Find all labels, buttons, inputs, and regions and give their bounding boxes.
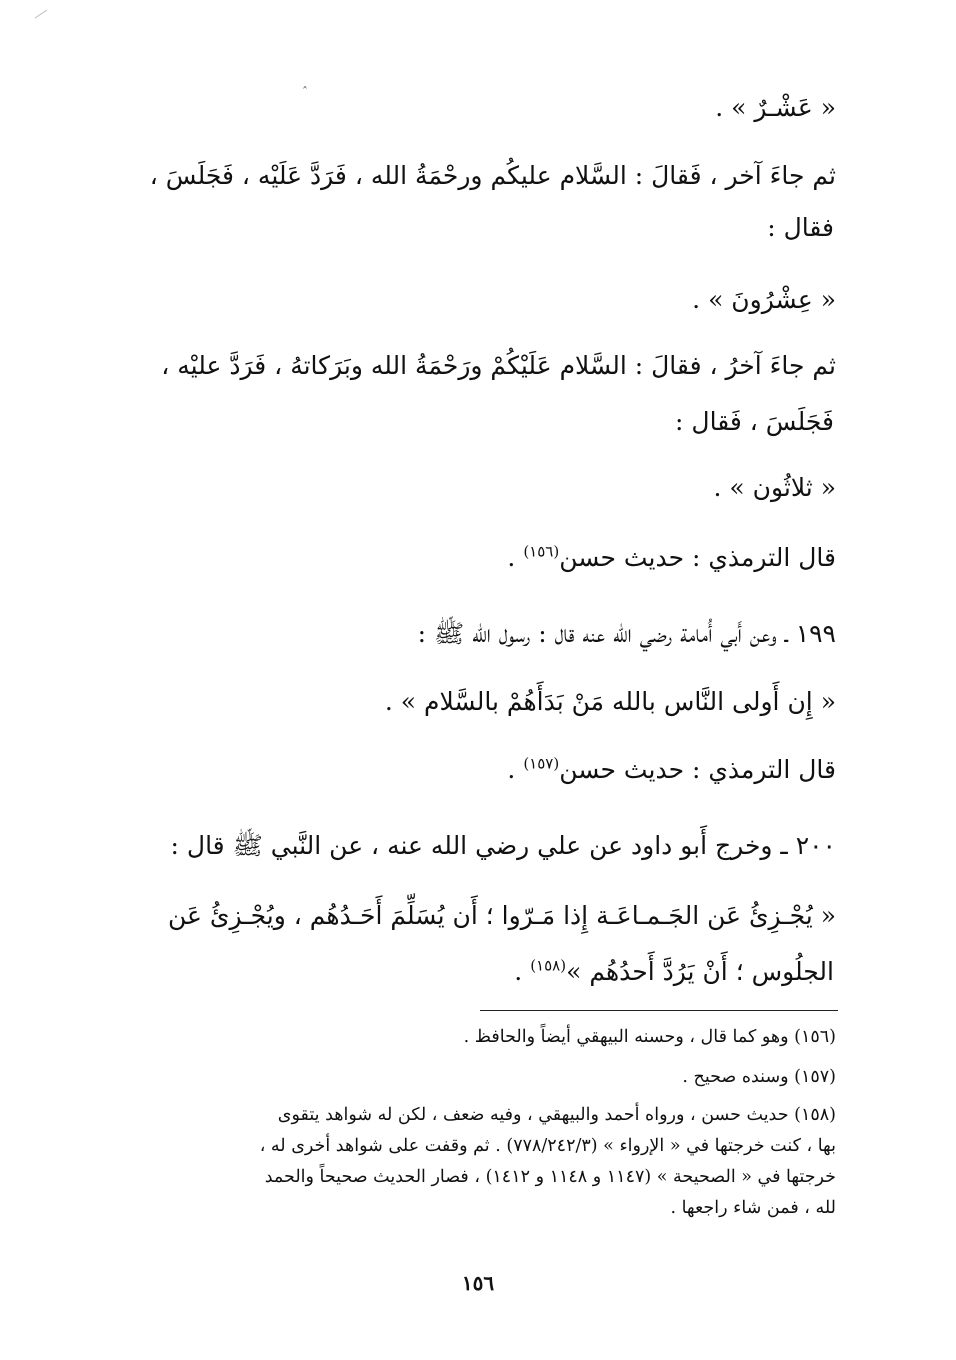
footnote-158-line-4: لله ، فمن شاء راجعها . — [670, 1198, 836, 1218]
tirmidhi-grading-156 — [507, 538, 836, 578]
page-scratch-mark — [34, 4, 48, 14]
tirmidhi-grading-157 — [507, 750, 836, 790]
footnote-ref-158: (١٥٨) — [530, 956, 567, 975]
grading-end: . — [507, 755, 524, 784]
hadith-199-heading: ١٩٩ ـ وعن أَبي أُمامة رضي الله عنه قال : رسول الله ﷺ : — [417, 619, 836, 648]
hadith-200-text-2 — [514, 952, 834, 992]
hadith-line-5: ثم جاءَ آخرُ ، فقالَ : السَّلام عَلَيْكُمْ ورَحْمَةُ الله وبَرَكاتهُ ، فَرَدَّ عليْه ، — [161, 351, 836, 380]
hadith-line-4: « عِشْرُونَ » . — [692, 285, 836, 314]
footnote-157: (١٥٧) وسنده صحيح . — [682, 1067, 836, 1087]
ink-speck: ˆ — [302, 85, 308, 99]
hadith-200-heading: ٢٠٠ ـ وخرج أَبو داود عن علي رضي الله عنه ، عن النَّبي ﷺ قال : — [170, 831, 836, 860]
hadith-200-text-1: « يُجْـزِئُ عَن الجَـمـاعَـة إِذا مَـرّوا ؛ أَن يُسَلِّمَ أَحَـدُهُم ، ويُجْـزِئُ عَن — [168, 901, 836, 930]
footnote-158 — [100, 1100, 836, 1224]
hadith-line-1: « عَشْـرٌ » . — [715, 93, 836, 122]
footnote-separator — [480, 1010, 838, 1011]
footnote-156: (١٥٦) وهو كما قال ، وحسنه البيهقي أيضاً والحافظ . — [463, 1027, 836, 1047]
footnote-158-line-1: (١٥٨) حديث حسن ، ورواه أحمد والبيهقي ، وفيه ضعف ، لكن له شواهد يتقوى — [277, 1105, 836, 1125]
hadith-line-3: فقال : — [767, 213, 834, 242]
grading-text: قال الترمذي : حديث حسن — [559, 543, 836, 572]
page-number: ١٥٦ — [461, 1271, 495, 1295]
hadith-line-6: فَجَلَسَ ، فَقال : — [675, 407, 834, 436]
footnote-ref-157: (١٥٧) — [523, 754, 560, 773]
hadith-line-7: « ثلاثُون » . — [713, 473, 836, 502]
hadith-199-text: « إِن أَولى النَّاس بالله مَنْ بَدَأَهُمْ بالسَّلام » . — [384, 687, 836, 716]
footnote-158-line-3: خرجتها في « الصحيحة » (١١٤٧ و ١١٤٨ و ١٤١٢) ، فصار الحديث صحيحاً والحمد — [264, 1167, 836, 1187]
footnote-158-line-2: بها ، كنت خرجتها في « الإرواء » (٧٧٨/٢٤٢/٣) . ثم وقفت على شواهد أخرى له ، — [259, 1136, 836, 1156]
grading-end: . — [507, 543, 524, 572]
hadith-text: الجلُوس ؛ أَنْ يَرُدَّ أَحدُهُم » — [566, 957, 834, 986]
footnote-ref-156: (١٥٦) — [523, 542, 560, 561]
hadith-line-2: ثم جاءَ آخر ، فَقالَ : السَّلام عليكُم ورحْمَةُ الله ، فَرَدَّ عَلَيْه ، فَجَلَسَ ، — [149, 161, 836, 190]
hadith-end: . — [514, 957, 531, 986]
grading-text: قال الترمذي : حديث حسن — [559, 755, 836, 784]
